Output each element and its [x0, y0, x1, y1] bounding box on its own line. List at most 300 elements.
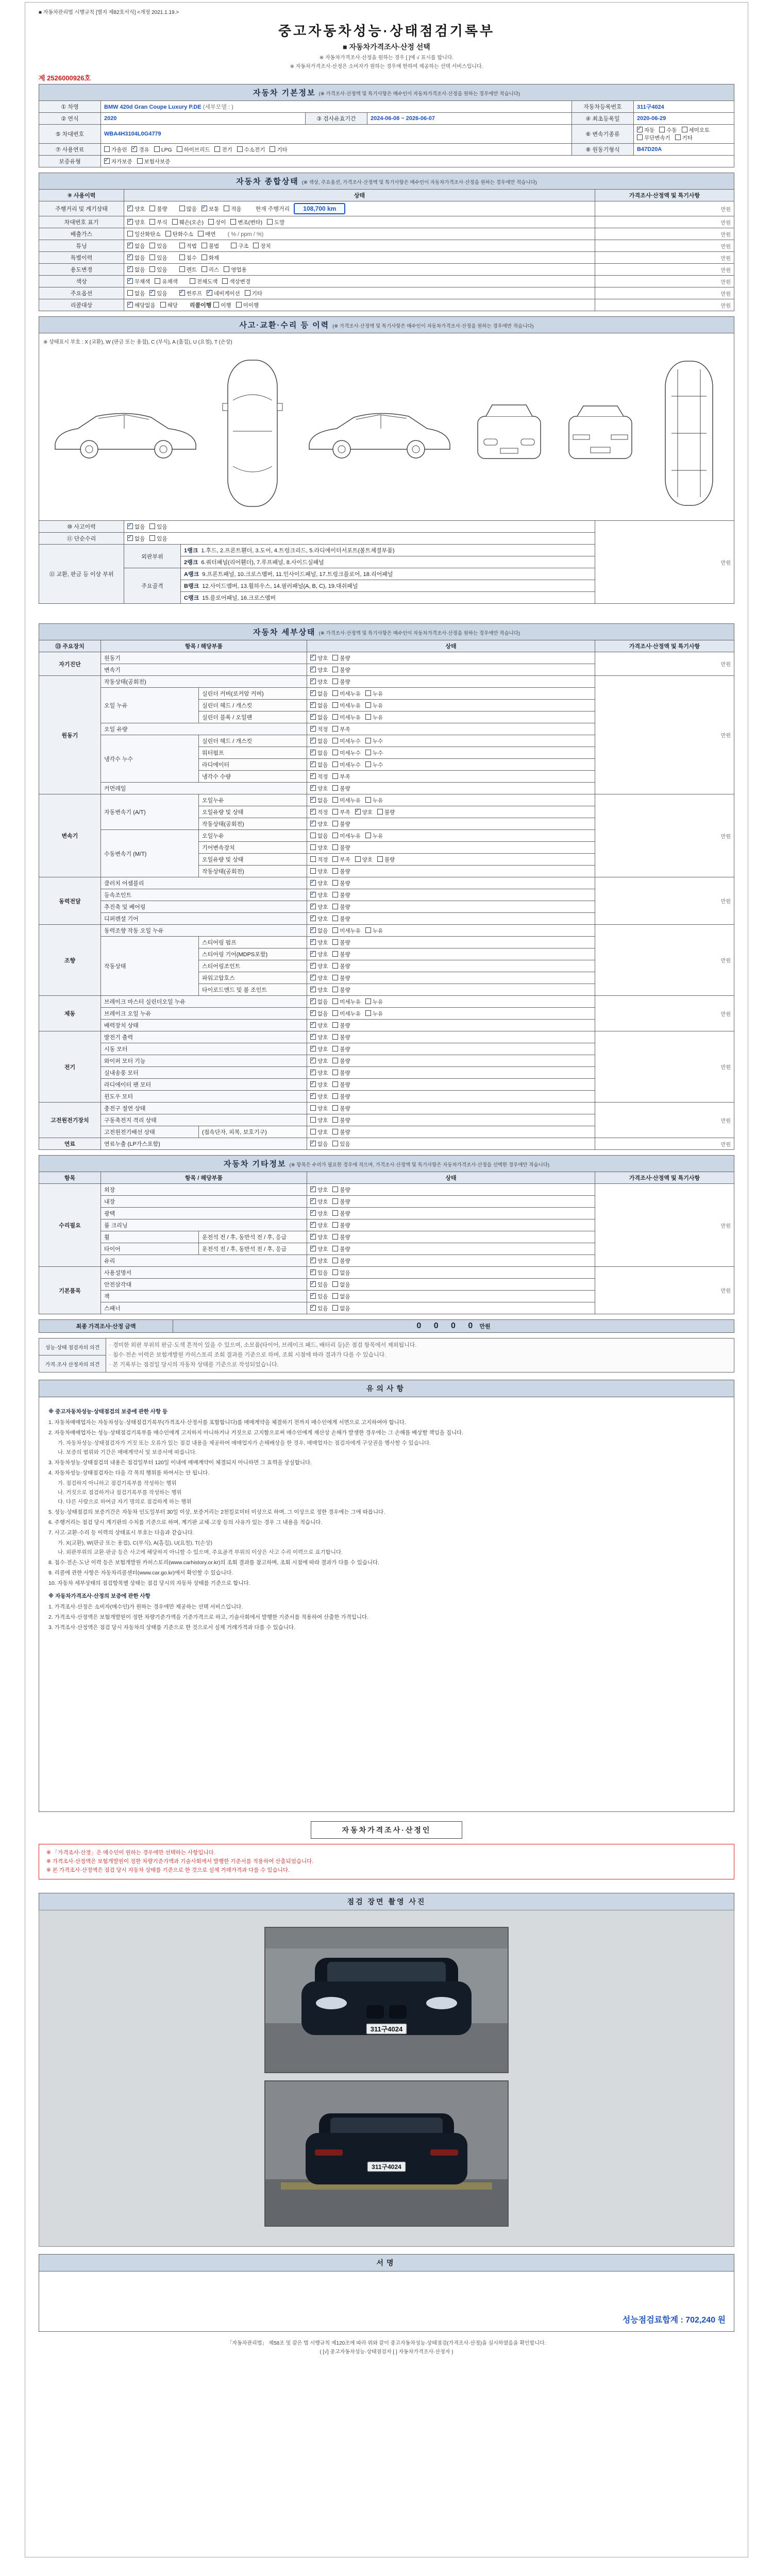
checkbox-option[interactable]: 상이: [208, 218, 226, 226]
unchecked-checkbox[interactable]: [310, 844, 316, 850]
unchecked-checkbox[interactable]: [332, 987, 338, 992]
checked-checkbox[interactable]: [310, 1046, 316, 1052]
checkbox-option[interactable]: ✓ 없음: [310, 737, 328, 745]
checkbox-option[interactable]: 부족: [332, 856, 350, 863]
unchecked-checkbox[interactable]: [154, 146, 160, 152]
checkbox-option[interactable]: 불량: [332, 1198, 350, 1206]
unchecked-checkbox[interactable]: [224, 206, 229, 211]
unchecked-checkbox[interactable]: [214, 146, 220, 152]
unchecked-checkbox[interactable]: [137, 158, 143, 164]
unchecked-checkbox[interactable]: [149, 255, 155, 260]
checkbox-option[interactable]: 불량: [332, 785, 350, 792]
checkbox-option[interactable]: ✓ 양호: [310, 974, 328, 982]
checkbox-option[interactable]: 누유: [365, 714, 383, 721]
unchecked-checkbox[interactable]: [365, 797, 371, 803]
checked-checkbox[interactable]: [310, 1281, 316, 1287]
checkbox-option[interactable]: 있음: [149, 242, 167, 250]
checkbox-option[interactable]: ✓ 양호: [310, 939, 328, 946]
unchecked-checkbox[interactable]: [332, 761, 338, 767]
checked-checkbox[interactable]: [310, 1058, 316, 1063]
checkbox-option[interactable]: ✓ 양호: [310, 915, 328, 923]
unchecked-checkbox[interactable]: [332, 785, 338, 791]
checked-checkbox[interactable]: [310, 1070, 316, 1075]
unchecked-checkbox[interactable]: [208, 219, 214, 225]
checkbox-option[interactable]: 영업용: [224, 266, 246, 274]
unchecked-checkbox[interactable]: [310, 1129, 316, 1134]
checkbox-option[interactable]: ✓ 썬루프: [179, 290, 202, 297]
checkbox-option[interactable]: 적정: [310, 856, 328, 863]
unchecked-checkbox[interactable]: [365, 927, 371, 933]
unchecked-checkbox[interactable]: [332, 1093, 338, 1099]
unchecked-checkbox[interactable]: [179, 206, 185, 211]
checkbox-option[interactable]: 미세누유: [332, 796, 361, 804]
checkbox-option[interactable]: ✓ 양호: [310, 1210, 328, 1217]
checked-checkbox[interactable]: [310, 1022, 316, 1028]
unchecked-checkbox[interactable]: [172, 219, 178, 225]
checked-checkbox[interactable]: [310, 1269, 316, 1275]
checkbox-option[interactable]: 불량: [332, 1069, 350, 1077]
checked-checkbox[interactable]: [310, 797, 316, 803]
checked-checkbox[interactable]: [131, 146, 137, 152]
checkbox-option[interactable]: ✓ 있음: [310, 1269, 328, 1277]
unchecked-checkbox[interactable]: [149, 219, 155, 225]
checkbox-option[interactable]: ✓ 경유: [131, 146, 149, 154]
checked-checkbox[interactable]: [310, 1234, 316, 1240]
checked-checkbox[interactable]: [127, 219, 133, 225]
unchecked-checkbox[interactable]: [332, 1222, 338, 1228]
checkbox-option[interactable]: ✓ 없음: [127, 266, 145, 274]
checkbox-option[interactable]: 미세누수: [332, 737, 361, 745]
checkbox-option[interactable]: 누유: [365, 998, 383, 1006]
checkbox-option[interactable]: 불량: [332, 986, 350, 994]
checkbox-option[interactable]: 미세누유: [332, 832, 361, 840]
unchecked-checkbox[interactable]: [213, 302, 219, 308]
unchecked-checkbox[interactable]: [365, 690, 371, 696]
unchecked-checkbox[interactable]: [637, 134, 643, 140]
checked-checkbox[interactable]: [127, 278, 133, 284]
checkbox-option[interactable]: 도말: [267, 218, 284, 226]
checkbox-option[interactable]: 누유: [365, 702, 383, 709]
checked-checkbox[interactable]: [310, 1141, 316, 1146]
checked-checkbox[interactable]: [310, 975, 316, 980]
checkbox-option[interactable]: 무단변속기: [637, 134, 670, 142]
checkbox-option[interactable]: 없음: [332, 1281, 350, 1289]
checkbox-option[interactable]: 불량: [377, 808, 395, 816]
unchecked-checkbox[interactable]: [365, 738, 371, 743]
unchecked-checkbox[interactable]: [377, 809, 383, 815]
unchecked-checkbox[interactable]: [179, 243, 185, 248]
checkbox-option[interactable]: 불량: [332, 1222, 350, 1229]
checkbox-option[interactable]: 불량: [332, 951, 350, 958]
unchecked-checkbox[interactable]: [332, 880, 338, 886]
checkbox-option[interactable]: 장치: [253, 242, 271, 250]
unchecked-checkbox[interactable]: [177, 146, 182, 152]
unchecked-checkbox[interactable]: [332, 1210, 338, 1216]
checkbox-option[interactable]: 불량: [332, 820, 350, 828]
checkbox-option[interactable]: ✓ 없음: [127, 523, 145, 531]
checkbox-option[interactable]: 탄화수소: [165, 230, 194, 238]
checkbox-option[interactable]: 불량: [332, 1033, 350, 1041]
checkbox-option[interactable]: 불량: [332, 939, 350, 946]
checkbox-option[interactable]: 불량: [332, 974, 350, 982]
checkbox-option[interactable]: ✓ 양호: [310, 903, 328, 911]
unchecked-checkbox[interactable]: [332, 1105, 338, 1111]
checkbox-option[interactable]: 없음: [310, 832, 328, 840]
unchecked-checkbox[interactable]: [201, 243, 207, 248]
checkbox-option[interactable]: ✓ 없음: [310, 702, 328, 709]
unchecked-checkbox[interactable]: [365, 714, 371, 720]
checkbox-option[interactable]: ✓ 양호: [310, 1186, 328, 1194]
unchecked-checkbox[interactable]: [127, 231, 133, 236]
checkbox-option[interactable]: 누유: [365, 1010, 383, 1018]
checked-checkbox[interactable]: [310, 773, 316, 779]
unchecked-checkbox[interactable]: [332, 1187, 338, 1192]
checked-checkbox[interactable]: [310, 1187, 316, 1192]
unchecked-checkbox[interactable]: [332, 702, 338, 708]
checkbox-option[interactable]: 유채색: [155, 278, 177, 285]
unchecked-checkbox[interactable]: [332, 1081, 338, 1087]
checkbox-option[interactable]: 불량: [332, 915, 350, 923]
checkbox-option[interactable]: 부식: [149, 218, 167, 226]
checkbox-option[interactable]: 부족: [332, 808, 350, 816]
unchecked-checkbox[interactable]: [236, 302, 242, 308]
checkbox-option[interactable]: ✓ 없음: [310, 761, 328, 769]
checked-checkbox[interactable]: [179, 290, 185, 296]
unchecked-checkbox[interactable]: [332, 1246, 338, 1251]
checkbox-option[interactable]: 누유: [365, 927, 383, 935]
checkbox-option[interactable]: ✓ 양호: [310, 1198, 328, 1206]
checkbox-option[interactable]: 렌트: [179, 266, 197, 274]
checkbox-option[interactable]: 양호: [310, 1128, 328, 1136]
unchecked-checkbox[interactable]: [332, 904, 338, 909]
checkbox-option[interactable]: 수동: [659, 126, 677, 134]
checked-checkbox[interactable]: [310, 702, 316, 708]
checkbox-option[interactable]: ✓ 양호: [310, 1222, 328, 1229]
unchecked-checkbox[interactable]: [310, 868, 316, 874]
checkbox-option[interactable]: 불량: [332, 891, 350, 899]
unchecked-checkbox[interactable]: [332, 951, 338, 957]
unchecked-checkbox[interactable]: [365, 750, 371, 755]
checked-checkbox[interactable]: [310, 904, 316, 909]
unchecked-checkbox[interactable]: [332, 844, 338, 850]
checkbox-option[interactable]: ✓ 없음: [127, 535, 145, 543]
checked-checkbox[interactable]: [310, 714, 316, 720]
unchecked-checkbox[interactable]: [332, 892, 338, 897]
checked-checkbox[interactable]: [310, 821, 316, 826]
unchecked-checkbox[interactable]: [682, 127, 687, 132]
checked-checkbox[interactable]: [310, 987, 316, 992]
checkbox-option[interactable]: 미세누유: [332, 702, 361, 709]
checked-checkbox[interactable]: [310, 1222, 316, 1228]
unchecked-checkbox[interactable]: [310, 833, 316, 838]
checkbox-option[interactable]: 불량: [332, 654, 350, 662]
checkbox-option[interactable]: 해당: [160, 301, 178, 309]
checkbox-option[interactable]: 없음: [127, 290, 145, 297]
checkbox-option[interactable]: ✓ 네비게이션: [207, 290, 240, 297]
unchecked-checkbox[interactable]: [332, 1129, 338, 1134]
unchecked-checkbox[interactable]: [332, 856, 338, 862]
unchecked-checkbox[interactable]: [332, 750, 338, 755]
checkbox-option[interactable]: 불량: [377, 856, 395, 863]
checkbox-option[interactable]: 구조: [231, 242, 248, 250]
checkbox-option[interactable]: 있음: [332, 1140, 350, 1148]
checkbox-option[interactable]: ✓ 양호: [310, 1045, 328, 1053]
checkbox-option[interactable]: ✓ 양호: [127, 218, 145, 226]
checkbox-option[interactable]: 양호: [310, 1105, 328, 1112]
checkbox-option[interactable]: 불량: [332, 1116, 350, 1124]
checked-checkbox[interactable]: [310, 738, 316, 743]
checkbox-option[interactable]: 미세누유: [332, 690, 361, 698]
unchecked-checkbox[interactable]: [332, 1070, 338, 1075]
unchecked-checkbox[interactable]: [332, 916, 338, 921]
checked-checkbox[interactable]: [310, 726, 316, 732]
checked-checkbox[interactable]: [310, 1198, 316, 1204]
unchecked-checkbox[interactable]: [127, 290, 133, 296]
unchecked-checkbox[interactable]: [332, 1141, 338, 1146]
unchecked-checkbox[interactable]: [355, 856, 361, 862]
checkbox-option[interactable]: 누수: [365, 737, 383, 745]
checkbox-option[interactable]: ✓ 양호: [310, 820, 328, 828]
checkbox-option[interactable]: ✓ 있음: [310, 1281, 328, 1289]
checkbox-option[interactable]: ✓자동: [637, 126, 654, 134]
unchecked-checkbox[interactable]: [160, 302, 166, 308]
checkbox-option[interactable]: 양호: [310, 844, 328, 852]
checkbox-option[interactable]: ✓ 양호: [310, 1245, 328, 1253]
checkbox-option[interactable]: ✓ 양호: [310, 962, 328, 970]
checked-checkbox[interactable]: [127, 243, 133, 248]
checkbox-option[interactable]: ✓ 양호: [355, 808, 373, 816]
checkbox-option[interactable]: 없음: [332, 1293, 350, 1300]
checkbox-option[interactable]: 화재: [201, 254, 219, 262]
checkbox-option[interactable]: ✓ 양호: [310, 678, 328, 686]
checked-checkbox[interactable]: [355, 809, 361, 815]
checked-checkbox[interactable]: [310, 809, 316, 815]
checkbox-option[interactable]: ✓ 양호: [127, 205, 145, 213]
unchecked-checkbox[interactable]: [332, 1010, 338, 1016]
checkbox-option[interactable]: 미세누수: [332, 761, 361, 769]
unchecked-checkbox[interactable]: [332, 1058, 338, 1063]
unchecked-checkbox[interactable]: [365, 1010, 371, 1016]
checkbox-option[interactable]: 불량: [332, 868, 350, 875]
checkbox-option[interactable]: ✓ 양호: [310, 654, 328, 662]
checkbox-option[interactable]: 적법: [179, 242, 197, 250]
checked-checkbox[interactable]: [104, 158, 110, 164]
unchecked-checkbox[interactable]: [310, 856, 316, 862]
checkbox-option[interactable]: 미이행: [236, 301, 259, 309]
unchecked-checkbox[interactable]: [332, 809, 338, 815]
unchecked-checkbox[interactable]: [332, 1293, 338, 1299]
unchecked-checkbox[interactable]: [332, 1117, 338, 1123]
checked-checkbox[interactable]: [310, 963, 316, 969]
checked-checkbox[interactable]: [310, 1081, 316, 1087]
checkbox-option[interactable]: ✓ 없음: [310, 1140, 328, 1148]
checkbox-option[interactable]: ✓ 양호: [310, 1033, 328, 1041]
checkbox-option[interactable]: 불량: [332, 678, 350, 686]
checkbox-option[interactable]: ✓ 없음: [310, 690, 328, 698]
checkbox-option[interactable]: 없음: [332, 1304, 350, 1312]
checkbox-option[interactable]: 많음: [179, 205, 197, 213]
unchecked-checkbox[interactable]: [190, 278, 195, 284]
checkbox-option[interactable]: ✓ 양호: [310, 879, 328, 887]
checkbox-option[interactable]: 불량: [332, 1057, 350, 1065]
checkbox-option[interactable]: 불량: [332, 879, 350, 887]
unchecked-checkbox[interactable]: [332, 773, 338, 779]
checkbox-option[interactable]: ✓ 적정: [310, 773, 328, 781]
checked-checkbox[interactable]: [310, 1010, 316, 1016]
checkbox-option[interactable]: ✓ 없음: [310, 927, 328, 935]
checked-checkbox[interactable]: [310, 880, 316, 886]
checkbox-option[interactable]: ✓ 없음: [310, 998, 328, 1006]
checkbox-option[interactable]: 전기: [214, 146, 232, 154]
checkbox-option[interactable]: 있음: [149, 254, 167, 262]
unchecked-checkbox[interactable]: [332, 690, 338, 696]
checkbox-option[interactable]: 침수: [179, 254, 197, 262]
checkbox-option[interactable]: 누수: [365, 761, 383, 769]
checkbox-option[interactable]: 미세누수: [332, 749, 361, 757]
checkbox-option[interactable]: ✓ 적정: [310, 725, 328, 733]
checked-checkbox[interactable]: [310, 785, 316, 791]
checkbox-option[interactable]: 기타: [245, 290, 262, 297]
checkbox-option[interactable]: ✓ 양호: [310, 666, 328, 674]
checkbox-option[interactable]: 세미오토: [682, 126, 710, 134]
unchecked-checkbox[interactable]: [332, 738, 338, 743]
unchecked-checkbox[interactable]: [332, 1022, 338, 1028]
unchecked-checkbox[interactable]: [149, 206, 155, 211]
unchecked-checkbox[interactable]: [332, 726, 338, 732]
checked-checkbox[interactable]: [310, 1093, 316, 1099]
checkbox-option[interactable]: ✓ 양호: [310, 1022, 328, 1029]
unchecked-checkbox[interactable]: [365, 833, 371, 838]
unchecked-checkbox[interactable]: [332, 927, 338, 933]
checkbox-option[interactable]: 미세누유: [332, 1010, 361, 1018]
unchecked-checkbox[interactable]: [201, 255, 207, 260]
checkbox-option[interactable]: ✓ 없음: [310, 1010, 328, 1018]
checkbox-option[interactable]: ✓ 없음: [310, 749, 328, 757]
checked-checkbox[interactable]: [310, 750, 316, 755]
checkbox-option[interactable]: 기타: [270, 146, 287, 154]
checkbox-option[interactable]: ✓ 없음: [310, 714, 328, 721]
unchecked-checkbox[interactable]: [332, 1305, 338, 1311]
checked-checkbox[interactable]: [310, 1210, 316, 1216]
checked-checkbox[interactable]: [127, 535, 133, 541]
checkbox-option[interactable]: 부족: [332, 773, 350, 781]
checkbox-option[interactable]: ✓ 양호: [310, 986, 328, 994]
checkbox-option[interactable]: 양호: [310, 868, 328, 875]
checked-checkbox[interactable]: [201, 206, 207, 211]
checkbox-option[interactable]: ✓ 양호: [310, 1233, 328, 1241]
checkbox-option[interactable]: 있음: [149, 523, 167, 531]
checkbox-option[interactable]: 불량: [332, 1210, 350, 1217]
checkbox-option[interactable]: 가솔린: [104, 146, 127, 154]
unchecked-checkbox[interactable]: [332, 797, 338, 803]
checkbox-option[interactable]: ✓ 양호: [310, 1093, 328, 1100]
checked-checkbox[interactable]: [127, 302, 133, 308]
checkbox-option[interactable]: 불량: [332, 1128, 350, 1136]
checkbox-option[interactable]: 불량: [332, 666, 350, 674]
unchecked-checkbox[interactable]: [332, 975, 338, 980]
unchecked-checkbox[interactable]: [332, 868, 338, 874]
checkbox-option[interactable]: 불량: [332, 1186, 350, 1194]
checkbox-option[interactable]: ✓ 해당없음: [127, 301, 156, 309]
checkbox-option[interactable]: 누유: [365, 690, 383, 698]
checkbox-option[interactable]: 누유: [365, 832, 383, 840]
checkbox-option[interactable]: ✓ 무채색: [127, 278, 150, 285]
checkbox-option[interactable]: 있음: [149, 266, 167, 274]
unchecked-checkbox[interactable]: [149, 266, 155, 272]
unchecked-checkbox[interactable]: [310, 1105, 316, 1111]
checkbox-option[interactable]: 불량: [332, 1233, 350, 1241]
checked-checkbox[interactable]: [310, 1293, 316, 1299]
checked-checkbox[interactable]: [310, 1305, 316, 1311]
checked-checkbox[interactable]: [310, 1034, 316, 1040]
unchecked-checkbox[interactable]: [224, 266, 229, 272]
unchecked-checkbox[interactable]: [332, 1269, 338, 1275]
unchecked-checkbox[interactable]: [332, 821, 338, 826]
checked-checkbox[interactable]: [127, 255, 133, 260]
unchecked-checkbox[interactable]: [332, 655, 338, 660]
checkbox-option[interactable]: ✓ 없음: [127, 242, 145, 250]
unchecked-checkbox[interactable]: [222, 278, 228, 284]
checkbox-option[interactable]: 미세누유: [332, 998, 361, 1006]
unchecked-checkbox[interactable]: [332, 667, 338, 672]
checkbox-option[interactable]: ✓ 양호: [310, 1057, 328, 1065]
checkbox-option[interactable]: 불량: [332, 1093, 350, 1100]
unchecked-checkbox[interactable]: [332, 833, 338, 838]
checkbox-option[interactable]: 있음: [149, 535, 167, 543]
checkbox-option[interactable]: ✓ 있음: [149, 290, 167, 297]
checked-checkbox[interactable]: [310, 892, 316, 897]
checkbox-option[interactable]: 적음: [224, 205, 241, 213]
checkbox-option[interactable]: 하이브리드: [177, 146, 210, 154]
checkbox-option[interactable]: ✓ 양호: [310, 951, 328, 958]
checkbox-option[interactable]: ✓ 양호: [310, 1081, 328, 1089]
unchecked-checkbox[interactable]: [267, 219, 273, 225]
checked-checkbox[interactable]: [207, 290, 212, 296]
unchecked-checkbox[interactable]: [165, 231, 171, 236]
unchecked-checkbox[interactable]: [245, 290, 250, 296]
checkbox-option[interactable]: ✓ 자가보증: [104, 158, 132, 165]
unchecked-checkbox[interactable]: [332, 1281, 338, 1287]
unchecked-checkbox[interactable]: [179, 266, 185, 272]
unchecked-checkbox[interactable]: [149, 523, 155, 529]
checked-checkbox[interactable]: [127, 206, 133, 211]
unchecked-checkbox[interactable]: [332, 679, 338, 684]
unchecked-checkbox[interactable]: [237, 146, 243, 152]
checkbox-option[interactable]: 누유: [365, 796, 383, 804]
checkbox-option[interactable]: 불량: [332, 962, 350, 970]
unchecked-checkbox[interactable]: [198, 231, 204, 236]
unchecked-checkbox[interactable]: [365, 702, 371, 708]
checkbox-option[interactable]: 불량: [332, 1105, 350, 1112]
checkbox-option[interactable]: 양호: [310, 1116, 328, 1124]
checkbox-option[interactable]: ✓ 보통: [201, 205, 219, 213]
checked-checkbox[interactable]: [127, 266, 133, 272]
unchecked-checkbox[interactable]: [332, 1234, 338, 1240]
unchecked-checkbox[interactable]: [365, 998, 371, 1004]
checked-checkbox[interactable]: [127, 523, 133, 529]
checked-checkbox[interactable]: [310, 1246, 316, 1251]
checkbox-option[interactable]: 불량: [332, 1081, 350, 1089]
checked-checkbox[interactable]: [637, 127, 643, 132]
checkbox-option[interactable]: ✓ 없음: [127, 254, 145, 262]
checkbox-option[interactable]: ✓ 없음: [310, 796, 328, 804]
checked-checkbox[interactable]: [310, 927, 316, 933]
checkbox-option[interactable]: 보험사보증: [137, 158, 171, 165]
checkbox-option[interactable]: 매연: [198, 230, 215, 238]
unchecked-checkbox[interactable]: [149, 535, 155, 541]
checkbox-option[interactable]: 불량: [332, 1245, 350, 1253]
checked-checkbox[interactable]: [310, 679, 316, 684]
